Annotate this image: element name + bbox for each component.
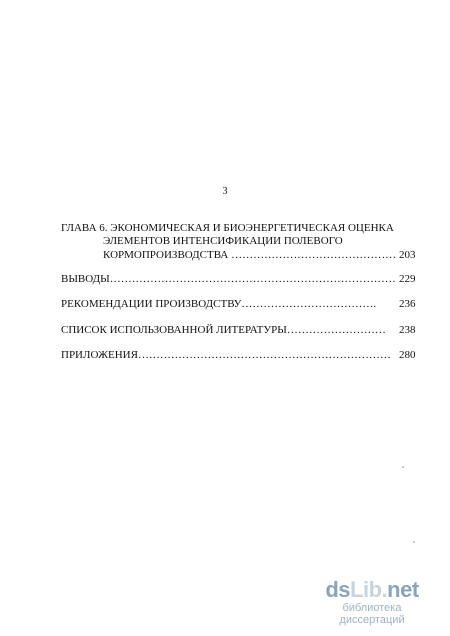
toc-entry-references: СПИСОК ИСПОЛЬЗОВАННОЙ ЛИТЕРАТУРЫ……………………… (61, 324, 386, 336)
toc-page-appendices: 280 (399, 349, 416, 361)
toc-entry-conclusions: ВЫВОДЫ…………………………………………………………………… (61, 273, 396, 285)
watermark-logo (312, 578, 432, 602)
watermark-logo-dot: . (381, 577, 388, 602)
toc-entry-chapter-6-line-3: КОРМОПРОИЗВОДСТВА ……………………………………… (103, 249, 397, 261)
toc-page-recommendations: 236 (399, 298, 416, 310)
watermark-logo-lib: Lib (350, 577, 382, 602)
toc-page-references: 238 (399, 324, 416, 336)
watermark-subtitle: библиотека диссертаций (339, 602, 405, 626)
scan-speck (402, 466, 404, 468)
toc-entry-chapter-6-line-2: ЭЛЕМЕНТОВ ИНТЕНСИФИКАЦИИ ПОЛЕВОГО (103, 235, 343, 247)
toc-entry-recommendations: РЕКОМЕНДАЦИИ ПРОИЗВОДСТВУ………………………………. (61, 298, 377, 310)
toc-entry-chapter-6-line-1: ГЛАВА 6. ЭКОНОМИЧЕСКАЯ И БИОЭНЕРГЕТИЧЕСКАЯ ОЦЕНКА (61, 222, 394, 234)
watermark-logo-net: net (387, 577, 419, 602)
watermark-logo-ds: ds (325, 577, 351, 602)
toc-page-chapter-6: 203 (399, 249, 416, 261)
toc-entry-appendices: ПРИЛОЖЕНИЯ…………………………………………………………… (61, 349, 391, 361)
page-number: 3 (222, 186, 228, 197)
scan-speck (413, 541, 415, 543)
toc-page-conclusions: 229 (399, 273, 416, 285)
watermark (312, 578, 432, 626)
